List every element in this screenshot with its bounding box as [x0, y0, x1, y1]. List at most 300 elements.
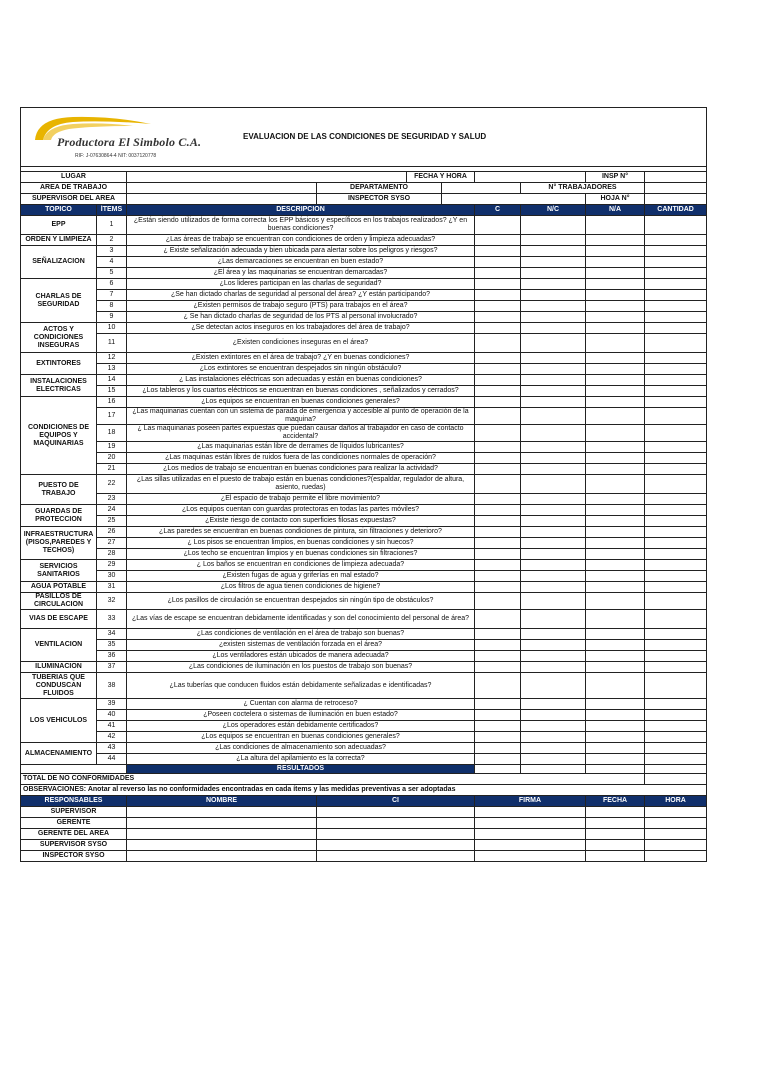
quantity-field[interactable] — [645, 375, 707, 386]
check-na[interactable] — [586, 464, 645, 475]
item-number: 18 — [97, 425, 127, 442]
result-c[interactable] — [475, 765, 521, 774]
check-na[interactable] — [586, 699, 645, 710]
item-row — [21, 571, 707, 582]
check-nc[interactable] — [521, 710, 586, 721]
check-c[interactable] — [475, 538, 521, 549]
quantity-field[interactable] — [645, 549, 707, 560]
check-na[interactable] — [586, 582, 645, 593]
check-nc[interactable] — [521, 397, 586, 408]
check-na[interactable] — [586, 721, 645, 732]
quantity-field[interactable] — [645, 538, 707, 549]
check-na[interactable] — [586, 386, 645, 397]
results-spacer — [21, 765, 127, 774]
quantity-field[interactable] — [645, 721, 707, 732]
topic-actos: ACTOS Y CONDICIONES INSEGURAS — [21, 323, 97, 353]
quantity-field[interactable] — [645, 494, 707, 505]
item-description: ¿Los equipos cuentan con guardas protectoras en todas las partes móviles? — [127, 505, 475, 516]
item-number: 3 — [97, 246, 127, 257]
nombre-field[interactable] — [127, 840, 317, 851]
check-nc[interactable] — [521, 235, 586, 246]
nombre-field[interactable] — [127, 851, 317, 862]
check-nc[interactable] — [521, 364, 586, 375]
check-c[interactable] — [475, 279, 521, 290]
item-row — [21, 549, 707, 560]
check-nc[interactable] — [521, 216, 586, 235]
check-na[interactable] — [586, 651, 645, 662]
check-nc[interactable] — [521, 268, 586, 279]
check-na[interactable] — [586, 662, 645, 673]
check-na[interactable] — [586, 279, 645, 290]
item-description: ¿Poseen coctelera o sistemas de iluminación en buen estado? — [127, 710, 475, 721]
item-number: 12 — [97, 353, 127, 364]
check-na[interactable] — [586, 494, 645, 505]
item-row — [21, 464, 707, 475]
item-row — [21, 651, 707, 662]
quantity-field[interactable] — [645, 312, 707, 323]
quantity-field[interactable] — [645, 754, 707, 765]
check-na[interactable] — [586, 312, 645, 323]
col-firma: FIRMA — [475, 796, 586, 807]
quantity-field[interactable] — [645, 279, 707, 290]
trabajadores-field[interactable] — [645, 183, 707, 194]
check-nc[interactable] — [521, 494, 586, 505]
item-number: 21 — [97, 464, 127, 475]
check-na[interactable] — [586, 538, 645, 549]
item-description: ¿Existen condiciones inseguras en el área? — [127, 334, 475, 353]
check-nc[interactable] — [521, 610, 586, 629]
quantity-field[interactable] — [645, 582, 707, 593]
check-c[interactable] — [475, 323, 521, 334]
topic-guardas: GUARDAS DE PROTECCION — [21, 505, 97, 527]
firma-field[interactable] — [475, 829, 586, 840]
responsable-row — [21, 807, 707, 818]
check-na[interactable] — [586, 425, 645, 442]
quantity-field[interactable] — [645, 290, 707, 301]
ci-field[interactable] — [317, 807, 475, 818]
check-c[interactable] — [475, 442, 521, 453]
item-row — [21, 375, 707, 386]
check-c[interactable] — [475, 754, 521, 765]
item-description: ¿Las áreas de trabajo se encuentran con condiciones de orden y limpieza adecuadas? — [127, 235, 475, 246]
check-nc[interactable] — [521, 246, 586, 257]
item-description: ¿El espacio de trabajo permite el libre movimiento? — [127, 494, 475, 505]
check-c[interactable] — [475, 610, 521, 629]
responsable-row — [21, 840, 707, 851]
check-na[interactable] — [586, 323, 645, 334]
check-c[interactable] — [475, 397, 521, 408]
check-nc[interactable] — [521, 754, 586, 765]
item-row — [21, 425, 707, 442]
topic-epp: EPP — [21, 216, 97, 235]
page-title: EVALUACION DE LAS CONDICIONES DE SEGURIDAD Y SALUD — [243, 132, 487, 141]
check-c[interactable] — [475, 475, 521, 494]
item-number: 34 — [97, 629, 127, 640]
item-description: ¿ Las instalaciones eléctricas son adecuadas y están en buenas condiciones? — [127, 375, 475, 386]
item-number: 25 — [97, 516, 127, 527]
hora-field[interactable] — [645, 807, 707, 818]
quantity-field[interactable] — [645, 527, 707, 538]
check-nc[interactable] — [521, 353, 586, 364]
lugar-field[interactable] — [127, 172, 407, 183]
check-c[interactable] — [475, 301, 521, 312]
check-c[interactable] — [475, 408, 521, 425]
check-c[interactable] — [475, 560, 521, 571]
topic-electricas: INSTALACIONES ELECTRICAS — [21, 375, 97, 397]
check-na[interactable] — [586, 397, 645, 408]
result-nc[interactable] — [521, 765, 586, 774]
check-nc[interactable] — [521, 629, 586, 640]
quantity-field[interactable] — [645, 408, 707, 425]
item-description: ¿ Cuentan con alarma de retroceso? — [127, 699, 475, 710]
check-na[interactable] — [586, 732, 645, 743]
fecha-hora-field[interactable] — [475, 172, 586, 183]
check-c[interactable] — [475, 629, 521, 640]
item-number: 28 — [97, 549, 127, 560]
observations-note: OBSERVACIONES: Anotar al reverso las no conformidades encontradas en cada ítems y las medidas preventivas a ser adoptadas — [21, 785, 707, 796]
item-row — [21, 699, 707, 710]
check-nc[interactable] — [521, 743, 586, 754]
check-na[interactable] — [586, 290, 645, 301]
check-na[interactable] — [586, 442, 645, 453]
col-hora: HORA — [645, 796, 707, 807]
topic-almacen: ALMACENAMIENTO — [21, 743, 97, 765]
item-description: ¿Los medios de trabajo se encuentran en buenas condiciones para realizar la actividad? — [127, 464, 475, 475]
check-c[interactable] — [475, 721, 521, 732]
quantity-field[interactable] — [645, 235, 707, 246]
check-c[interactable] — [475, 353, 521, 364]
nombre-field[interactable] — [127, 829, 317, 840]
check-nc[interactable] — [521, 279, 586, 290]
check-c[interactable] — [475, 710, 521, 721]
departamento-field[interactable] — [442, 183, 521, 194]
check-c[interactable] — [475, 640, 521, 651]
check-nc[interactable] — [521, 662, 586, 673]
check-na[interactable] — [586, 549, 645, 560]
check-nc[interactable] — [521, 386, 586, 397]
item-number: 16 — [97, 397, 127, 408]
ci-field[interactable] — [317, 829, 475, 840]
check-c[interactable] — [475, 549, 521, 560]
ci-field[interactable] — [317, 840, 475, 851]
nombre-field[interactable] — [127, 818, 317, 829]
check-nc[interactable] — [521, 425, 586, 442]
check-na[interactable] — [586, 235, 645, 246]
nombre-field[interactable] — [127, 807, 317, 818]
check-nc[interactable] — [521, 640, 586, 651]
check-nc[interactable] — [521, 408, 586, 425]
quantity-field[interactable] — [645, 732, 707, 743]
topic-pasillos: PASILLOS DE CIRCULACION — [21, 593, 97, 610]
check-nc[interactable] — [521, 721, 586, 732]
fecha-field[interactable] — [586, 829, 645, 840]
check-na[interactable] — [586, 527, 645, 538]
check-na[interactable] — [586, 629, 645, 640]
check-c[interactable] — [475, 743, 521, 754]
item-row — [21, 743, 707, 754]
check-nc[interactable] — [521, 673, 586, 699]
check-na[interactable] — [586, 571, 645, 582]
quantity-field[interactable] — [645, 475, 707, 494]
item-description: ¿Los equipos se encuentran en buenas condiciones generales? — [127, 732, 475, 743]
check-c[interactable] — [475, 364, 521, 375]
fecha-field[interactable] — [586, 851, 645, 862]
item-row — [21, 312, 707, 323]
quantity-field[interactable] — [645, 268, 707, 279]
check-na[interactable] — [586, 268, 645, 279]
inspector-field[interactable] — [442, 194, 586, 205]
quantity-field[interactable] — [645, 364, 707, 375]
check-c[interactable] — [475, 527, 521, 538]
check-c[interactable] — [475, 464, 521, 475]
check-c[interactable] — [475, 334, 521, 353]
fecha-hora-label: FECHA Y HORA — [407, 172, 475, 183]
check-c[interactable] — [475, 662, 521, 673]
item-description: ¿Los equipos se encuentran en buenas condiciones generales? — [127, 397, 475, 408]
check-c[interactable] — [475, 257, 521, 268]
check-na[interactable] — [586, 301, 645, 312]
quantity-field[interactable] — [645, 710, 707, 721]
check-c[interactable] — [475, 290, 521, 301]
quantity-field[interactable] — [645, 353, 707, 364]
item-number: 29 — [97, 560, 127, 571]
firma-field[interactable] — [475, 818, 586, 829]
col-nombre: NOMBRE — [127, 796, 317, 807]
check-nc[interactable] — [521, 549, 586, 560]
quantity-field[interactable] — [645, 216, 707, 235]
hoja-field[interactable] — [645, 194, 707, 205]
quantity-field[interactable] — [645, 673, 707, 699]
item-row — [21, 516, 707, 527]
check-nc[interactable] — [521, 290, 586, 301]
item-number: 32 — [97, 593, 127, 610]
quantity-field[interactable] — [645, 323, 707, 334]
check-na[interactable] — [586, 353, 645, 364]
quantity-field[interactable] — [645, 651, 707, 662]
check-c[interactable] — [475, 673, 521, 699]
check-na[interactable] — [586, 593, 645, 610]
item-description: ¿Las paredes se encuentran en buenas condiciones de pintura, sin filtraciones y deterioro? — [127, 527, 475, 538]
check-c[interactable] — [475, 505, 521, 516]
check-na[interactable] — [586, 640, 645, 651]
title-banner — [21, 108, 707, 167]
check-na[interactable] — [586, 408, 645, 425]
item-description: ¿Los extintores se encuentran despejados sin ningún obstáculo? — [127, 364, 475, 375]
check-nc[interactable] — [521, 593, 586, 610]
quantity-field[interactable] — [645, 560, 707, 571]
supervisor-field[interactable] — [127, 194, 317, 205]
item-number: 33 — [97, 610, 127, 629]
fecha-field[interactable] — [586, 807, 645, 818]
responsable-row — [21, 818, 707, 829]
check-na[interactable] — [586, 257, 645, 268]
fecha-field[interactable] — [586, 840, 645, 851]
item-number: 8 — [97, 301, 127, 312]
check-na[interactable] — [586, 610, 645, 629]
item-description: ¿Las maquinarias cuentan con un sistema de parada de emergencia y accesible al punto de operación de la maquina? — [127, 408, 475, 425]
check-c[interactable] — [475, 516, 521, 527]
topic-tuberias: TUBERIAS QUE CONDUSCAN FLUIDOS — [21, 673, 97, 699]
quantity-field[interactable] — [645, 629, 707, 640]
item-description: ¿Los techo se encuentran limpios y en buenas condiciones sin filtraciones? — [127, 549, 475, 560]
quantity-field[interactable] — [645, 640, 707, 651]
check-c[interactable] — [475, 425, 521, 442]
total-row — [21, 774, 707, 785]
check-na[interactable] — [586, 560, 645, 571]
check-na[interactable] — [586, 754, 645, 765]
ci-field[interactable] — [317, 851, 475, 862]
quantity-field[interactable] — [645, 516, 707, 527]
check-nc[interactable] — [521, 442, 586, 453]
check-c[interactable] — [475, 268, 521, 279]
area-field[interactable] — [127, 183, 317, 194]
firma-field[interactable] — [475, 851, 586, 862]
quantity-field[interactable] — [645, 464, 707, 475]
check-na[interactable] — [586, 743, 645, 754]
check-nc[interactable] — [521, 375, 586, 386]
check-c[interactable] — [475, 699, 521, 710]
check-nc[interactable] — [521, 312, 586, 323]
result-na[interactable] — [586, 765, 645, 774]
check-nc[interactable] — [521, 699, 586, 710]
item-number: 20 — [97, 453, 127, 464]
hora-field[interactable] — [645, 829, 707, 840]
check-c[interactable] — [475, 651, 521, 662]
check-c[interactable] — [475, 246, 521, 257]
item-description: ¿Las vías de escape se encuentran debidamente identificadas y son del conocimiento del personal de área? — [127, 610, 475, 629]
quantity-field[interactable] — [645, 425, 707, 442]
check-c[interactable] — [475, 216, 521, 235]
hora-field[interactable] — [645, 840, 707, 851]
check-na[interactable] — [586, 475, 645, 494]
quantity-field[interactable] — [645, 246, 707, 257]
check-na[interactable] — [586, 505, 645, 516]
check-na[interactable] — [586, 375, 645, 386]
check-nc[interactable] — [521, 651, 586, 662]
quantity-field[interactable] — [645, 699, 707, 710]
check-c[interactable] — [475, 593, 521, 610]
item-number: 17 — [97, 408, 127, 425]
quantity-field[interactable] — [645, 334, 707, 353]
check-c[interactable] — [475, 732, 521, 743]
check-nc[interactable] — [521, 323, 586, 334]
check-c[interactable] — [475, 312, 521, 323]
check-nc[interactable] — [521, 571, 586, 582]
firma-field[interactable] — [475, 840, 586, 851]
check-na[interactable] — [586, 516, 645, 527]
departamento-label: DEPARTAMENTO — [317, 183, 442, 194]
item-number: 37 — [97, 662, 127, 673]
ci-field[interactable] — [317, 818, 475, 829]
col-topico: TOPICO — [21, 205, 97, 216]
check-nc[interactable] — [521, 505, 586, 516]
item-row — [21, 364, 707, 375]
item-number: 44 — [97, 754, 127, 765]
item-description: ¿ Existe señalización adecuada y bien ubicada para alertar sobre los peligros y riesgos? — [127, 246, 475, 257]
quantity-field[interactable] — [645, 610, 707, 629]
check-c[interactable] — [475, 235, 521, 246]
check-c[interactable] — [475, 375, 521, 386]
quantity-field[interactable] — [645, 386, 707, 397]
check-nc[interactable] — [521, 732, 586, 743]
quantity-field[interactable] — [645, 453, 707, 464]
hoja-label: HOJA N° — [586, 194, 645, 205]
check-nc[interactable] — [521, 475, 586, 494]
item-number: 31 — [97, 582, 127, 593]
hora-field[interactable] — [645, 851, 707, 862]
fecha-field[interactable] — [586, 818, 645, 829]
check-c[interactable] — [475, 494, 521, 505]
hora-field[interactable] — [645, 818, 707, 829]
check-nc[interactable] — [521, 527, 586, 538]
check-na[interactable] — [586, 246, 645, 257]
check-na[interactable] — [586, 710, 645, 721]
check-c[interactable] — [475, 582, 521, 593]
item-description: ¿Existen permisos de trabajo seguro (PTS) para trabajos en el área? — [127, 301, 475, 312]
total-label: TOTAL DE NO CONFORMIDADES — [21, 774, 645, 785]
insp-field[interactable] — [645, 172, 707, 183]
check-nc[interactable] — [521, 516, 586, 527]
quantity-field[interactable] — [645, 662, 707, 673]
item-number: 1 — [97, 216, 127, 235]
item-number: 27 — [97, 538, 127, 549]
check-nc[interactable] — [521, 301, 586, 312]
check-c[interactable] — [475, 386, 521, 397]
role-label: GERENTE DEL AREA — [21, 829, 127, 840]
check-nc[interactable] — [521, 257, 586, 268]
check-na[interactable] — [586, 334, 645, 353]
quantity-field[interactable] — [645, 593, 707, 610]
col-nc: N/C — [521, 205, 586, 216]
check-nc[interactable] — [521, 582, 586, 593]
responsable-row — [21, 829, 707, 840]
check-c[interactable] — [475, 453, 521, 464]
item-description: ¿Las demarcaciones se encuentran en buen estado? — [127, 257, 475, 268]
check-na[interactable] — [586, 364, 645, 375]
item-description: ¿Los operadores están debidamente certificados? — [127, 721, 475, 732]
item-number: 14 — [97, 375, 127, 386]
quantity-field[interactable] — [645, 505, 707, 516]
quantity-field[interactable] — [645, 743, 707, 754]
check-nc[interactable] — [521, 538, 586, 549]
total-field[interactable] — [645, 774, 707, 785]
quantity-field[interactable] — [645, 442, 707, 453]
logo-subtitle: RIF: J-07630864-4 NIT: 0037120778 — [75, 153, 157, 159]
quantity-field[interactable] — [645, 301, 707, 312]
check-c[interactable] — [475, 571, 521, 582]
check-nc[interactable] — [521, 453, 586, 464]
quantity-field[interactable] — [645, 571, 707, 582]
check-na[interactable] — [586, 673, 645, 699]
item-description: ¿ Las maquinarias poseen partes expuestas que puedan causar daños al trabajador en caso de contacto accidental? — [127, 425, 475, 442]
item-description: ¿La altura del apilamiento es la correcta? — [127, 754, 475, 765]
check-na[interactable] — [586, 216, 645, 235]
item-number: 26 — [97, 527, 127, 538]
item-description: ¿Existen extintores en el área de trabajo? ¿Y en buenas condiciones? — [127, 353, 475, 364]
check-nc[interactable] — [521, 560, 586, 571]
check-na[interactable] — [586, 453, 645, 464]
firma-field[interactable] — [475, 807, 586, 818]
check-nc[interactable] — [521, 334, 586, 353]
quantity-field[interactable] — [645, 257, 707, 268]
item-row — [21, 527, 707, 538]
result-cantidad[interactable] — [645, 765, 707, 774]
item-row — [21, 710, 707, 721]
topic-escape: VIAS DE ESCAPE — [21, 610, 97, 629]
quantity-field[interactable] — [645, 397, 707, 408]
check-nc[interactable] — [521, 464, 586, 475]
item-description: ¿Los pasillos de circulación se encuentran despejados sin ningún tipo de obstáculos? — [127, 593, 475, 610]
